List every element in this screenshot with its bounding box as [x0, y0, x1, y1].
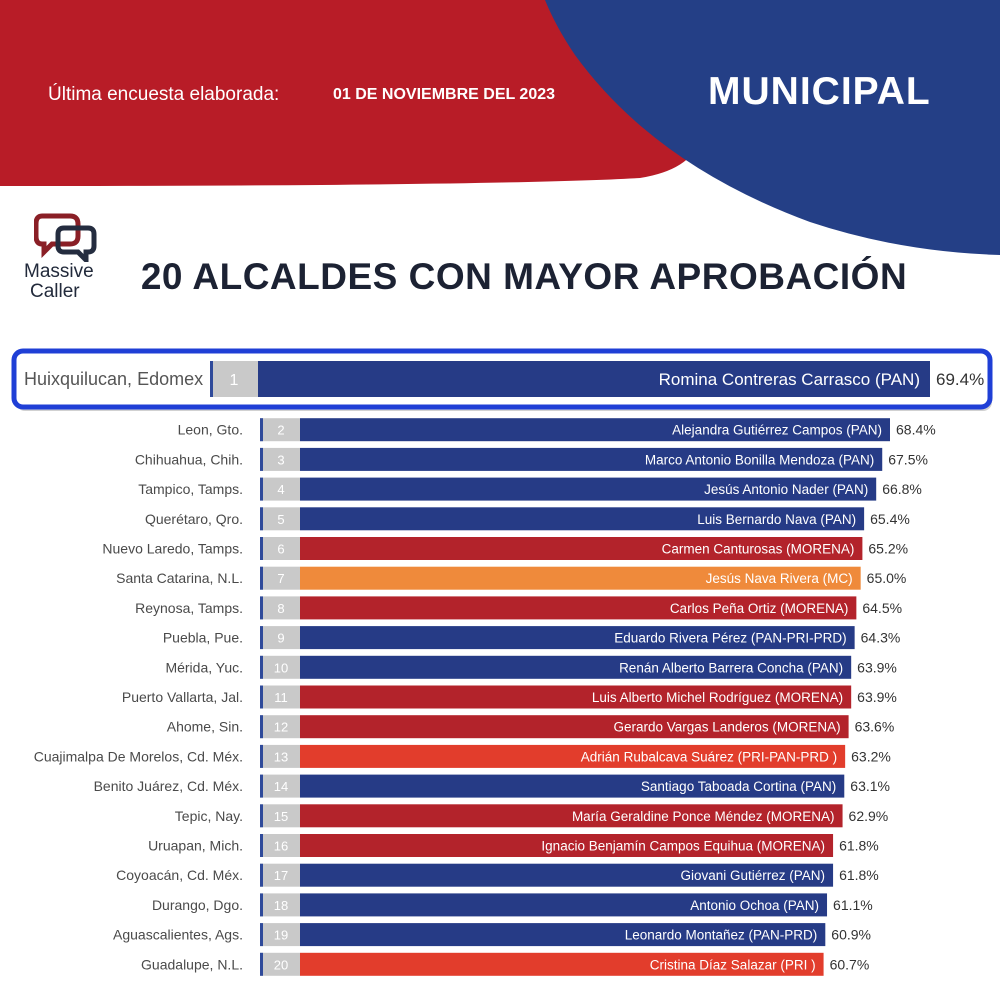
mayor-name-label: Carmen Canturosas (MORENA): [661, 541, 855, 557]
mayor-name-label: Leonardo Montañez (PAN-PRD): [624, 927, 818, 943]
value-label: 67.5%: [888, 451, 928, 468]
rank-box-edge: [260, 567, 263, 590]
rank-number: 7: [277, 571, 285, 587]
city-label: Durango, Dgo.: [151, 896, 243, 913]
mayor-name-label: Luis Bernardo Nava (PAN): [697, 511, 857, 527]
rank-number: 18: [273, 897, 289, 913]
rank-box-edge: [260, 953, 263, 976]
mayor-name-label: Cristina Díaz Salazar (PRI ): [649, 957, 816, 973]
rank-box-edge: [260, 804, 263, 827]
rank-number: 4: [277, 482, 285, 498]
value-label: 64.5%: [862, 599, 903, 616]
value-label: 63.9%: [857, 659, 897, 676]
mayor-name-label: Adrián Rubalcava Suárez (PRI-PAN-PRD ): [580, 749, 838, 765]
city-label: Puebla, Pue.: [162, 629, 243, 646]
rank-number: 15: [273, 808, 289, 824]
city-label: Puerto Vallarta, Jal.: [121, 689, 243, 705]
city-label: Querétaro, Qro.: [144, 510, 243, 527]
mayor-name-label: Giovani Gutiérrez (PAN): [680, 868, 826, 884]
rank-number: 11: [274, 690, 288, 705]
mayor-name-label: Jesús Nava Rivera (MC): [705, 571, 853, 587]
value-label: 63.6%: [854, 718, 895, 735]
value-label: 62.9%: [848, 807, 889, 824]
rank-number: 6: [277, 541, 285, 557]
value-label: 66.8%: [882, 481, 922, 498]
rank-number: 13: [273, 749, 289, 765]
rank-box-edge: [260, 507, 263, 530]
rank-box-edge: [260, 478, 263, 501]
value-label: 61.8%: [839, 837, 879, 854]
city-label: Benito Juárez, Cd. Méx.: [93, 778, 243, 795]
mayor-name-label: Eduardo Rivera Pérez (PAN-PRI-PRD): [614, 630, 847, 646]
rank-box-edge: [260, 864, 263, 887]
rank-box-edge: [260, 448, 263, 471]
city-label: Reynosa, Tamps.: [135, 599, 243, 616]
city-label: Ahome, Sin.: [166, 718, 243, 735]
value-label: 63.2%: [851, 748, 891, 765]
section-title: MUNICIPAL: [708, 70, 931, 113]
rank-number: 8: [277, 600, 285, 616]
rank-box-edge: [260, 893, 263, 916]
city-label: Nuevo Laredo, Tamps.: [102, 540, 243, 557]
highlighted-row: [14, 351, 992, 411]
rank-number: 2: [277, 422, 285, 438]
city-label: Chihuahua, Chih.: [134, 451, 243, 468]
rank-number: 16: [273, 838, 289, 854]
mayor-name-label: Gerardo Vargas Landeros (MORENA): [613, 719, 841, 735]
value-label: 60.9%: [831, 926, 872, 943]
mayor-name-label: Renán Alberto Barrera Concha (PAN): [619, 660, 844, 676]
mayor-name-label: Ignacio Benjamín Campos Equihua (MORENA): [541, 838, 826, 854]
value-label: 60.7%: [829, 956, 870, 973]
city-label: Tampico, Tamps.: [138, 481, 243, 498]
value-label: 68.4%: [896, 421, 936, 438]
rank-box-edge: [210, 361, 213, 397]
rank-box-edge: [260, 537, 263, 560]
city-label: Leon, Gto.: [177, 421, 243, 438]
rank-box-edge: [260, 923, 263, 946]
city-label: Mérida, Yuc.: [165, 659, 243, 676]
value-label: 63.9%: [857, 689, 897, 705]
city-label: Aguascalientes, Ags.: [113, 926, 243, 943]
survey-label: Última encuesta elaborada:: [48, 84, 280, 105]
rank-number: 20: [273, 957, 289, 973]
value-label: 65.4%: [870, 510, 910, 527]
rank-box-edge: [260, 834, 263, 857]
mayor-name-label: Romina Contreras Carrasco (PAN): [658, 370, 920, 389]
rank-number: 5: [277, 511, 285, 527]
mayor-name-label: Luis Alberto Michel Rodríguez (MORENA): [591, 690, 844, 705]
rank-box-edge: [260, 745, 263, 768]
city-label: Uruapan, Mich.: [148, 837, 243, 854]
rank-box-edge: [260, 626, 263, 649]
rank-box-edge: [260, 715, 263, 738]
rank-number: 1: [229, 372, 239, 389]
rank-number: 10: [273, 660, 289, 676]
value-label: 65.2%: [868, 540, 909, 557]
mayor-name-label: Jesús Antonio Nader (PAN): [704, 482, 869, 498]
rank-box-edge: [260, 686, 263, 709]
city-label: Santa Catarina, N.L.: [116, 570, 243, 587]
value-label: 64.3%: [860, 629, 901, 646]
city-label: Huixquilucan, Edomex: [24, 369, 204, 389]
rank-box-edge: [260, 775, 263, 798]
rank-number: 12: [273, 719, 289, 735]
city-label: Tepic, Nay.: [174, 807, 243, 824]
rank-number: 9: [277, 630, 285, 646]
value-label: 63.1%: [850, 778, 890, 795]
rank-number: 14: [273, 779, 289, 795]
rank-box-edge: [260, 596, 263, 619]
value-label: 69.4%: [936, 370, 985, 389]
mayor-name-label: María Geraldine Ponce Méndez (MORENA): [571, 808, 835, 824]
value-label: 65.0%: [866, 570, 907, 587]
mayor-name-label: Alejandra Gutiérrez Campos (PAN): [672, 422, 882, 438]
logo-text-massive: Massive: [24, 261, 94, 282]
rank-number: 19: [273, 927, 289, 943]
mayor-name-label: Santiago Taboada Cortina (PAN): [640, 779, 837, 795]
rank-box-edge: [260, 418, 263, 441]
mayor-name-label: Marco Antonio Bonilla Mendoza (PAN): [644, 452, 875, 468]
city-label: Coyoacán, Cd. Méx.: [116, 867, 243, 884]
city-label: Guadalupe, N.L.: [141, 956, 243, 973]
value-label: 61.1%: [833, 896, 873, 913]
mayor-name-label: Carlos Peña Ortiz (MORENA): [669, 600, 849, 616]
chart-title: 20 ALCALDES CON MAYOR APROBACIÓN: [140, 256, 908, 297]
value-label: 61.8%: [839, 867, 879, 884]
logo-text-caller: Caller: [30, 281, 80, 302]
rank-box-edge: [260, 656, 263, 679]
rank-number: 17: [273, 868, 289, 884]
city-label: Cuajimalpa De Morelos, Cd. Méx.: [33, 748, 243, 765]
survey-date: 01 DE NOVIEMBRE DEL 2023: [333, 86, 556, 103]
rank-number: 3: [277, 452, 285, 468]
mayor-name-label: Antonio Ochoa (PAN): [690, 897, 820, 913]
